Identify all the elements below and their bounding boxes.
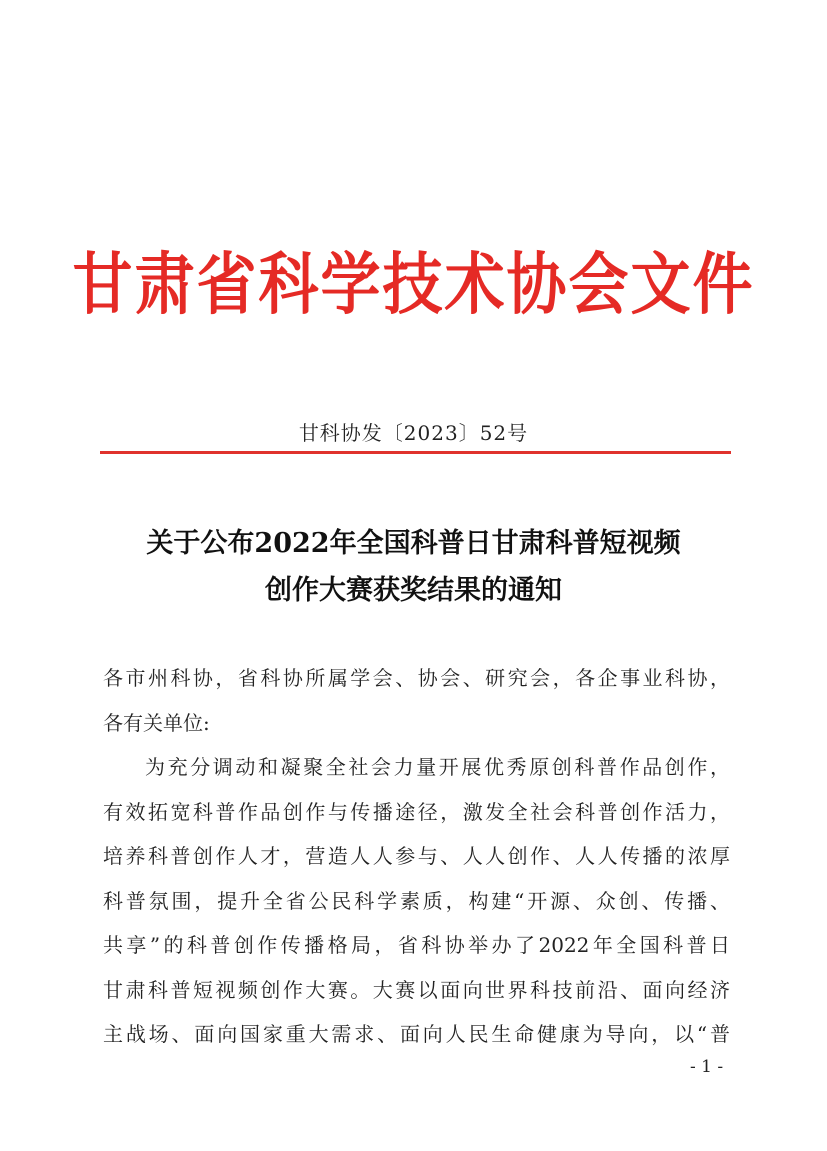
salutation-line-2: 各有关单位: — [103, 710, 210, 735]
paragraph-line: 培养科普创作人才，营造人人参与、人人创作、人人传播的浓厚 — [103, 844, 730, 868]
salutation-line-1: 各市州科协，省科协所属学会、协会、研究会，各企事业科协， — [103, 666, 730, 690]
org-header-title: 甘肃省科学技术协会文件 — [72, 245, 755, 325]
paragraph-line: 科普氛围，提升全省公民科学素质，构建“开源、众创、传播、 — [103, 888, 730, 913]
paragraph-line: 共享”的科普创作传播格局，省科协举办了2022年全国科普日 — [103, 933, 730, 957]
notice-title-line-2: 创作大赛获奖结果的通知 — [265, 575, 562, 606]
paragraph-line: 主战场、面向国家重大需求、面向人民生命健康为导向，以“普 — [103, 1022, 730, 1046]
notice-title — [0, 520, 827, 614]
paragraph-line: 甘肃科普短视频创作大赛。大赛以面向世界科技前沿、面向经济 — [103, 977, 730, 1002]
paragraph-line: 为充分调动和凝聚全社会力量开展优秀原创科普作品创作， — [145, 755, 730, 779]
red-separator-rule — [100, 451, 731, 454]
notice-title-line-1: 关于公布2022年全国科普日甘肃科普短视频 — [146, 528, 681, 559]
document-number: 甘科协发〔2023〕52号 — [298, 421, 529, 445]
notice-body — [103, 656, 730, 1057]
paragraph-line: 有效拓宽科普作品创作与传播途径，激发全社会科普创作活力， — [103, 799, 730, 824]
page-number: - 1 - — [690, 1057, 724, 1077]
